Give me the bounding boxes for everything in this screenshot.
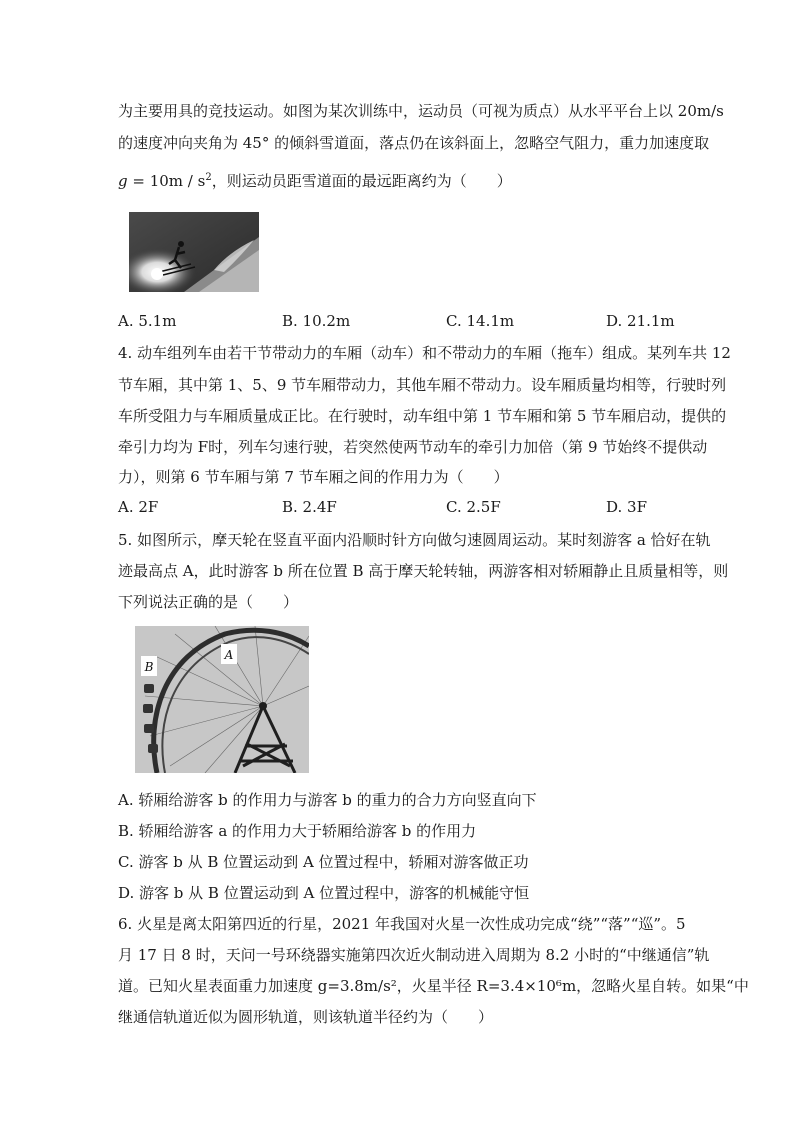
- q4-option-c: C. 2.5F: [446, 498, 501, 516]
- q5-option-b: B. 轿厢给游客 a 的作用力大于轿厢给游客 b 的作用力: [118, 822, 477, 840]
- q3-option-d: D. 21.1m: [606, 312, 675, 330]
- q5-line-2: 迹最高点 A，此时游客 b 所在位置 B 高于摩天轮转轴，两游客相对轿厢静止且质量相等，则: [118, 562, 729, 580]
- point-b-label: B: [144, 660, 154, 674]
- q4-option-a: A. 2F: [118, 498, 159, 516]
- q4-line-4: 牵引力均为 F时，列车匀速行驶，若突然使两节动车的牵引力加倍（第 9 节始终不提供动: [118, 438, 708, 456]
- q3-line-2: 的速度冲向夹角为 45° 的倾斜雪道面，落点仍在该斜面上，忽略空气阻力，重力加速度取: [118, 134, 710, 152]
- q3-option-c: C. 14.1m: [446, 312, 515, 330]
- q5-option-a: A. 轿厢给游客 b 的作用力与游客 b 的重力的合力方向竖直向下: [118, 791, 537, 809]
- formula-g: g: [118, 172, 128, 190]
- ferris-wheel-image: [135, 626, 309, 773]
- q5-line-1: 5. 如图所示，摩天轮在竖直平面内沿顺时针方向做匀速圆周运动。某时刻游客 a 恰好在轨: [118, 531, 711, 549]
- q3-line-3-tail: ，则运动员距雪道面的最远距离约为（ ）: [211, 172, 512, 190]
- q5-option-c: C. 游客 b 从 B 位置运动到 A 位置过程中，轿厢对游客做正功: [118, 853, 529, 871]
- q4-option-b: B. 2.4F: [282, 498, 337, 516]
- q4-option-d: D. 3F: [606, 498, 647, 516]
- q6-line-3: 道。已知火星表面重力加速度 g=3.8m/s²，火星半径 R=3.4×10⁶m，忽略火星自转。如果“中: [118, 977, 749, 995]
- ferris-wheel-photo: [135, 626, 309, 773]
- formula-value: = 10m / s: [127, 172, 206, 190]
- point-a-label: A: [224, 648, 234, 662]
- q4-line-2: 节车厢，其中第 1、5、9 节车厢带动力，其他车厢不带动力。设车厢质量均相等，行驶时列: [118, 376, 727, 394]
- formula-exponent: 2: [205, 172, 212, 183]
- q3-line-3: [118, 168, 512, 191]
- q6-line-2: 月 17 日 8 时，天问一号环绕器实施第四次近火制动进入周期为 8.2 小时的“中继通信”轨: [118, 946, 710, 964]
- q4-line-1: 4. 动车组列车由若干节带动力的车厢（动车）和不带动力的车厢（拖车）组成。某列车共 12: [118, 344, 731, 362]
- ski-jump-image: [129, 212, 259, 292]
- q6-line-1: 6. 火星是离太阳第四近的行星，2021 年我国对火星一次性成功完成“绕”“落”“巡”。5: [118, 915, 686, 933]
- q6-line-4: 继通信轨道近似为圆形轨道，则该轨道半径约为（ ）: [118, 1008, 494, 1026]
- q4-line-5: 力），则第 6 节车厢与第 7 节车厢之间的作用力为（ ）: [118, 468, 509, 486]
- q4-line-3: 车所受阻力与车厢质量成正比。在行驶时，动车组中第 1 节车厢和第 5 节车厢启动，提供的: [118, 407, 727, 425]
- q5-option-d: D. 游客 b 从 B 位置运动到 A 位置过程中，游客的机械能守恒: [118, 884, 530, 902]
- q5-line-3: 下列说法正确的是（ ）: [118, 593, 299, 611]
- q3-option-b: B. 10.2m: [282, 312, 351, 330]
- q3-line-1: 为主要用具的竞技运动。如图为某次训练中，运动员（可视为质点）从水平平台上以 20m/s: [118, 102, 724, 120]
- ski-jump-photo: [129, 212, 259, 292]
- q3-option-a: A. 5.1m: [118, 312, 177, 330]
